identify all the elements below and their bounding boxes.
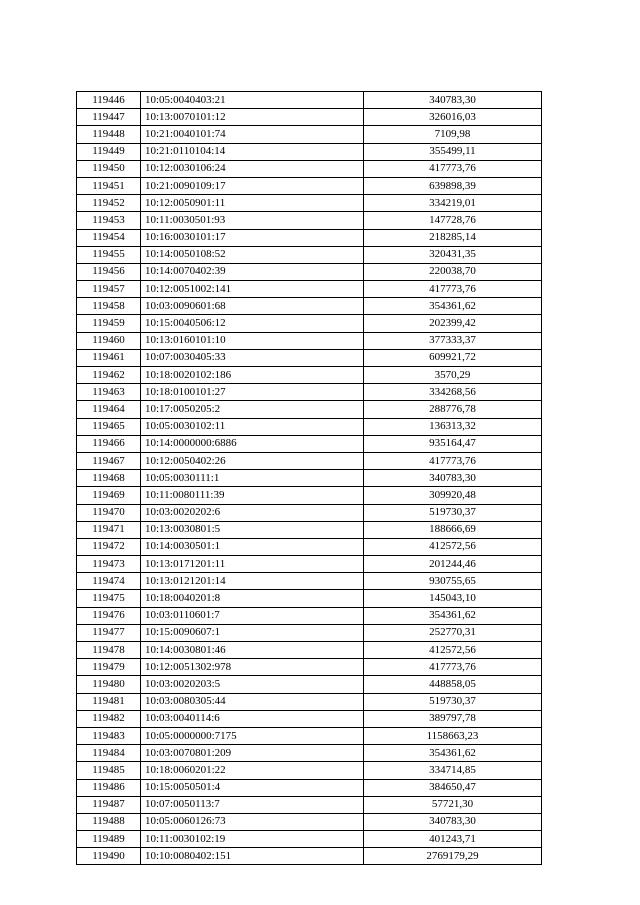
row-id-cell: 119465 [77,418,141,435]
cadastral-number-cell: 10:07:0050113:7 [141,796,364,813]
cadastral-number-cell: 10:18:0100101:27 [141,384,364,401]
row-id-cell: 119457 [77,281,141,298]
row-id-cell: 119479 [77,659,141,676]
value-cell: 340783,30 [364,470,542,487]
cadastral-number-cell: 10:03:0070801:209 [141,745,364,762]
table-row [77,624,542,641]
value-cell: 7109,98 [364,126,542,143]
table-row [77,126,542,143]
row-id-cell: 119468 [77,470,141,487]
table-row [77,762,542,779]
cadastral-number-cell: 10:03:0090601:68 [141,298,364,315]
table-row [77,470,542,487]
value-cell: 354361,62 [364,745,542,762]
value-cell: 412572,56 [364,538,542,555]
value-cell: 401243,71 [364,831,542,848]
row-id-cell: 119482 [77,710,141,727]
value-cell: 201244,46 [364,556,542,573]
cadastral-number-cell: 10:16:0030101:17 [141,229,364,246]
value-cell: 377333,37 [364,332,542,349]
value-cell: 334268,56 [364,384,542,401]
row-id-cell: 119453 [77,212,141,229]
cadastral-number-cell: 10:03:0110601:7 [141,607,364,624]
value-cell: 930755,65 [364,573,542,590]
cadastral-number-cell: 10:12:0051302:978 [141,659,364,676]
table-row [77,384,542,401]
row-id-cell: 119454 [77,229,141,246]
table-row [77,676,542,693]
cadastral-number-cell: 10:14:0030801:46 [141,642,364,659]
table-row [77,831,542,848]
value-cell: 412572,56 [364,642,542,659]
value-cell: 1158663,23 [364,727,542,744]
value-cell: 320431,35 [364,246,542,263]
table-row [77,109,542,126]
row-id-cell: 119487 [77,796,141,813]
table-body [77,92,542,865]
cadastral-number-cell: 10:14:0030501:1 [141,538,364,555]
row-id-cell: 119451 [77,177,141,194]
table-row [77,556,542,573]
value-cell: 417773,76 [364,452,542,469]
row-id-cell: 119461 [77,349,141,366]
table-row [77,367,542,384]
table-row [77,418,542,435]
cadastral-number-cell: 10:05:0030102:11 [141,418,364,435]
row-id-cell: 119464 [77,401,141,418]
table-row [77,143,542,160]
cadastral-number-cell: 10:13:0121201:14 [141,573,364,590]
cadastral-number-cell: 10:03:0020203:5 [141,676,364,693]
cadastral-number-cell: 10:07:0030405:33 [141,349,364,366]
row-id-cell: 119448 [77,126,141,143]
row-id-cell: 119480 [77,676,141,693]
row-id-cell: 119447 [77,109,141,126]
row-id-cell: 119490 [77,848,141,865]
row-id-cell: 119488 [77,813,141,830]
table-row [77,796,542,813]
value-cell: 354361,62 [364,298,542,315]
value-cell: 354361,62 [364,607,542,624]
cadastral-number-cell: 10:05:0030111:1 [141,470,364,487]
value-cell: 389797,78 [364,710,542,727]
cadastral-number-cell: 10:15:0090607:1 [141,624,364,641]
value-cell: 220038,70 [364,263,542,280]
value-cell: 288776,78 [364,401,542,418]
cadastral-number-cell: 10:11:0080111:39 [141,487,364,504]
cadastral-number-cell: 10:05:0000000:7175 [141,727,364,744]
cadastral-number-cell: 10:21:0110104:14 [141,143,364,160]
cadastral-number-cell: 10:12:0050402:26 [141,452,364,469]
value-cell: 145043,10 [364,590,542,607]
value-cell: 384650,47 [364,779,542,796]
row-id-cell: 119458 [77,298,141,315]
value-cell: 417773,76 [364,160,542,177]
row-id-cell: 119477 [77,624,141,641]
table-row [77,710,542,727]
cadastral-number-cell: 10:11:0030501:93 [141,212,364,229]
table-row [77,177,542,194]
row-id-cell: 119455 [77,246,141,263]
table-row [77,195,542,212]
row-id-cell: 119452 [77,195,141,212]
row-id-cell: 119466 [77,435,141,452]
row-id-cell: 119485 [77,762,141,779]
cadastral-number-cell: 10:18:0040201:8 [141,590,364,607]
row-id-cell: 119469 [77,487,141,504]
table-row [77,607,542,624]
value-cell: 3570,29 [364,367,542,384]
value-cell: 417773,76 [364,281,542,298]
table-row [77,813,542,830]
cadastral-number-cell: 10:13:0160101:10 [141,332,364,349]
value-cell: 334714,85 [364,762,542,779]
row-id-cell: 119478 [77,642,141,659]
row-id-cell: 119475 [77,590,141,607]
value-cell: 639898,39 [364,177,542,194]
cadastral-number-cell: 10:03:0020202:6 [141,504,364,521]
table-row [77,590,542,607]
table-row [77,246,542,263]
value-cell: 2769179,29 [364,848,542,865]
row-id-cell: 119467 [77,452,141,469]
table-row [77,92,542,109]
cadastral-number-cell: 10:14:0000000:6886 [141,435,364,452]
value-cell: 609921,72 [364,349,542,366]
cadastral-number-cell: 10:18:0060201:22 [141,762,364,779]
cadastral-number-cell: 10:13:0030801:5 [141,521,364,538]
cadastral-number-cell: 10:03:0040114:6 [141,710,364,727]
value-cell: 252770,31 [364,624,542,641]
table-row [77,281,542,298]
row-id-cell: 119476 [77,607,141,624]
value-cell: 309920,48 [364,487,542,504]
table-row [77,229,542,246]
value-cell: 326016,03 [364,109,542,126]
value-cell: 519730,37 [364,504,542,521]
cadastral-number-cell: 10:10:0080402:151 [141,848,364,865]
value-cell: 136313,32 [364,418,542,435]
cadastral-number-cell: 10:15:0040506:12 [141,315,364,332]
table-row [77,435,542,452]
row-id-cell: 119474 [77,573,141,590]
row-id-cell: 119462 [77,367,141,384]
value-cell: 147728,76 [364,212,542,229]
row-id-cell: 119459 [77,315,141,332]
row-id-cell: 119471 [77,521,141,538]
table-row [77,349,542,366]
table-row [77,659,542,676]
table-row [77,727,542,744]
table-row [77,452,542,469]
value-cell: 519730,37 [364,693,542,710]
row-id-cell: 119446 [77,92,141,109]
cadastral-number-cell: 10:14:0070402:39 [141,263,364,280]
value-cell: 188666,69 [364,521,542,538]
value-cell: 334219,01 [364,195,542,212]
cadastral-number-cell: 10:05:0040403:21 [141,92,364,109]
cadastral-number-cell: 10:12:0051002:141 [141,281,364,298]
row-id-cell: 119481 [77,693,141,710]
table-row [77,538,542,555]
table-row [77,504,542,521]
row-id-cell: 119449 [77,143,141,160]
row-id-cell: 119484 [77,745,141,762]
row-id-cell: 119473 [77,556,141,573]
row-id-cell: 119463 [77,384,141,401]
table-row [77,263,542,280]
table-row [77,573,542,590]
row-id-cell: 119470 [77,504,141,521]
value-cell: 448858,05 [364,676,542,693]
value-cell: 57721,30 [364,796,542,813]
row-id-cell: 119456 [77,263,141,280]
table-row [77,315,542,332]
table-row [77,212,542,229]
table-row [77,160,542,177]
value-cell: 340783,30 [364,813,542,830]
table-row [77,693,542,710]
table-row [77,779,542,796]
cadastral-number-cell: 10:13:0070101:12 [141,109,364,126]
cadastral-number-cell: 10:12:0050901:11 [141,195,364,212]
row-id-cell: 119472 [77,538,141,555]
data-table [76,91,542,865]
value-cell: 417773,76 [364,659,542,676]
value-cell: 355499,11 [364,143,542,160]
row-id-cell: 119486 [77,779,141,796]
cadastral-number-cell: 10:15:0050501:4 [141,779,364,796]
cadastral-number-cell: 10:13:0171201:11 [141,556,364,573]
cadastral-number-cell: 10:05:0060126:73 [141,813,364,830]
cadastral-number-cell: 10:21:0040101:74 [141,126,364,143]
table-row [77,401,542,418]
table-row [77,521,542,538]
value-cell: 202399,42 [364,315,542,332]
row-id-cell: 119460 [77,332,141,349]
table-row [77,848,542,865]
value-cell: 218285,14 [364,229,542,246]
cadastral-number-cell: 10:14:0050108:52 [141,246,364,263]
row-id-cell: 119450 [77,160,141,177]
cadastral-number-cell: 10:18:0020102:186 [141,367,364,384]
cadastral-number-cell: 10:11:0030102:19 [141,831,364,848]
table-row [77,332,542,349]
value-cell: 935164,47 [364,435,542,452]
table-row [77,487,542,504]
table-row [77,642,542,659]
cadastral-number-cell: 10:17:0050205:2 [141,401,364,418]
table-row [77,298,542,315]
cadastral-number-cell: 10:12:0030106:24 [141,160,364,177]
cadastral-number-cell: 10:03:0080305:44 [141,693,364,710]
row-id-cell: 119483 [77,727,141,744]
cadastral-number-cell: 10:21:0090109:17 [141,177,364,194]
row-id-cell: 119489 [77,831,141,848]
value-cell: 340783,30 [364,92,542,109]
table-row [77,745,542,762]
